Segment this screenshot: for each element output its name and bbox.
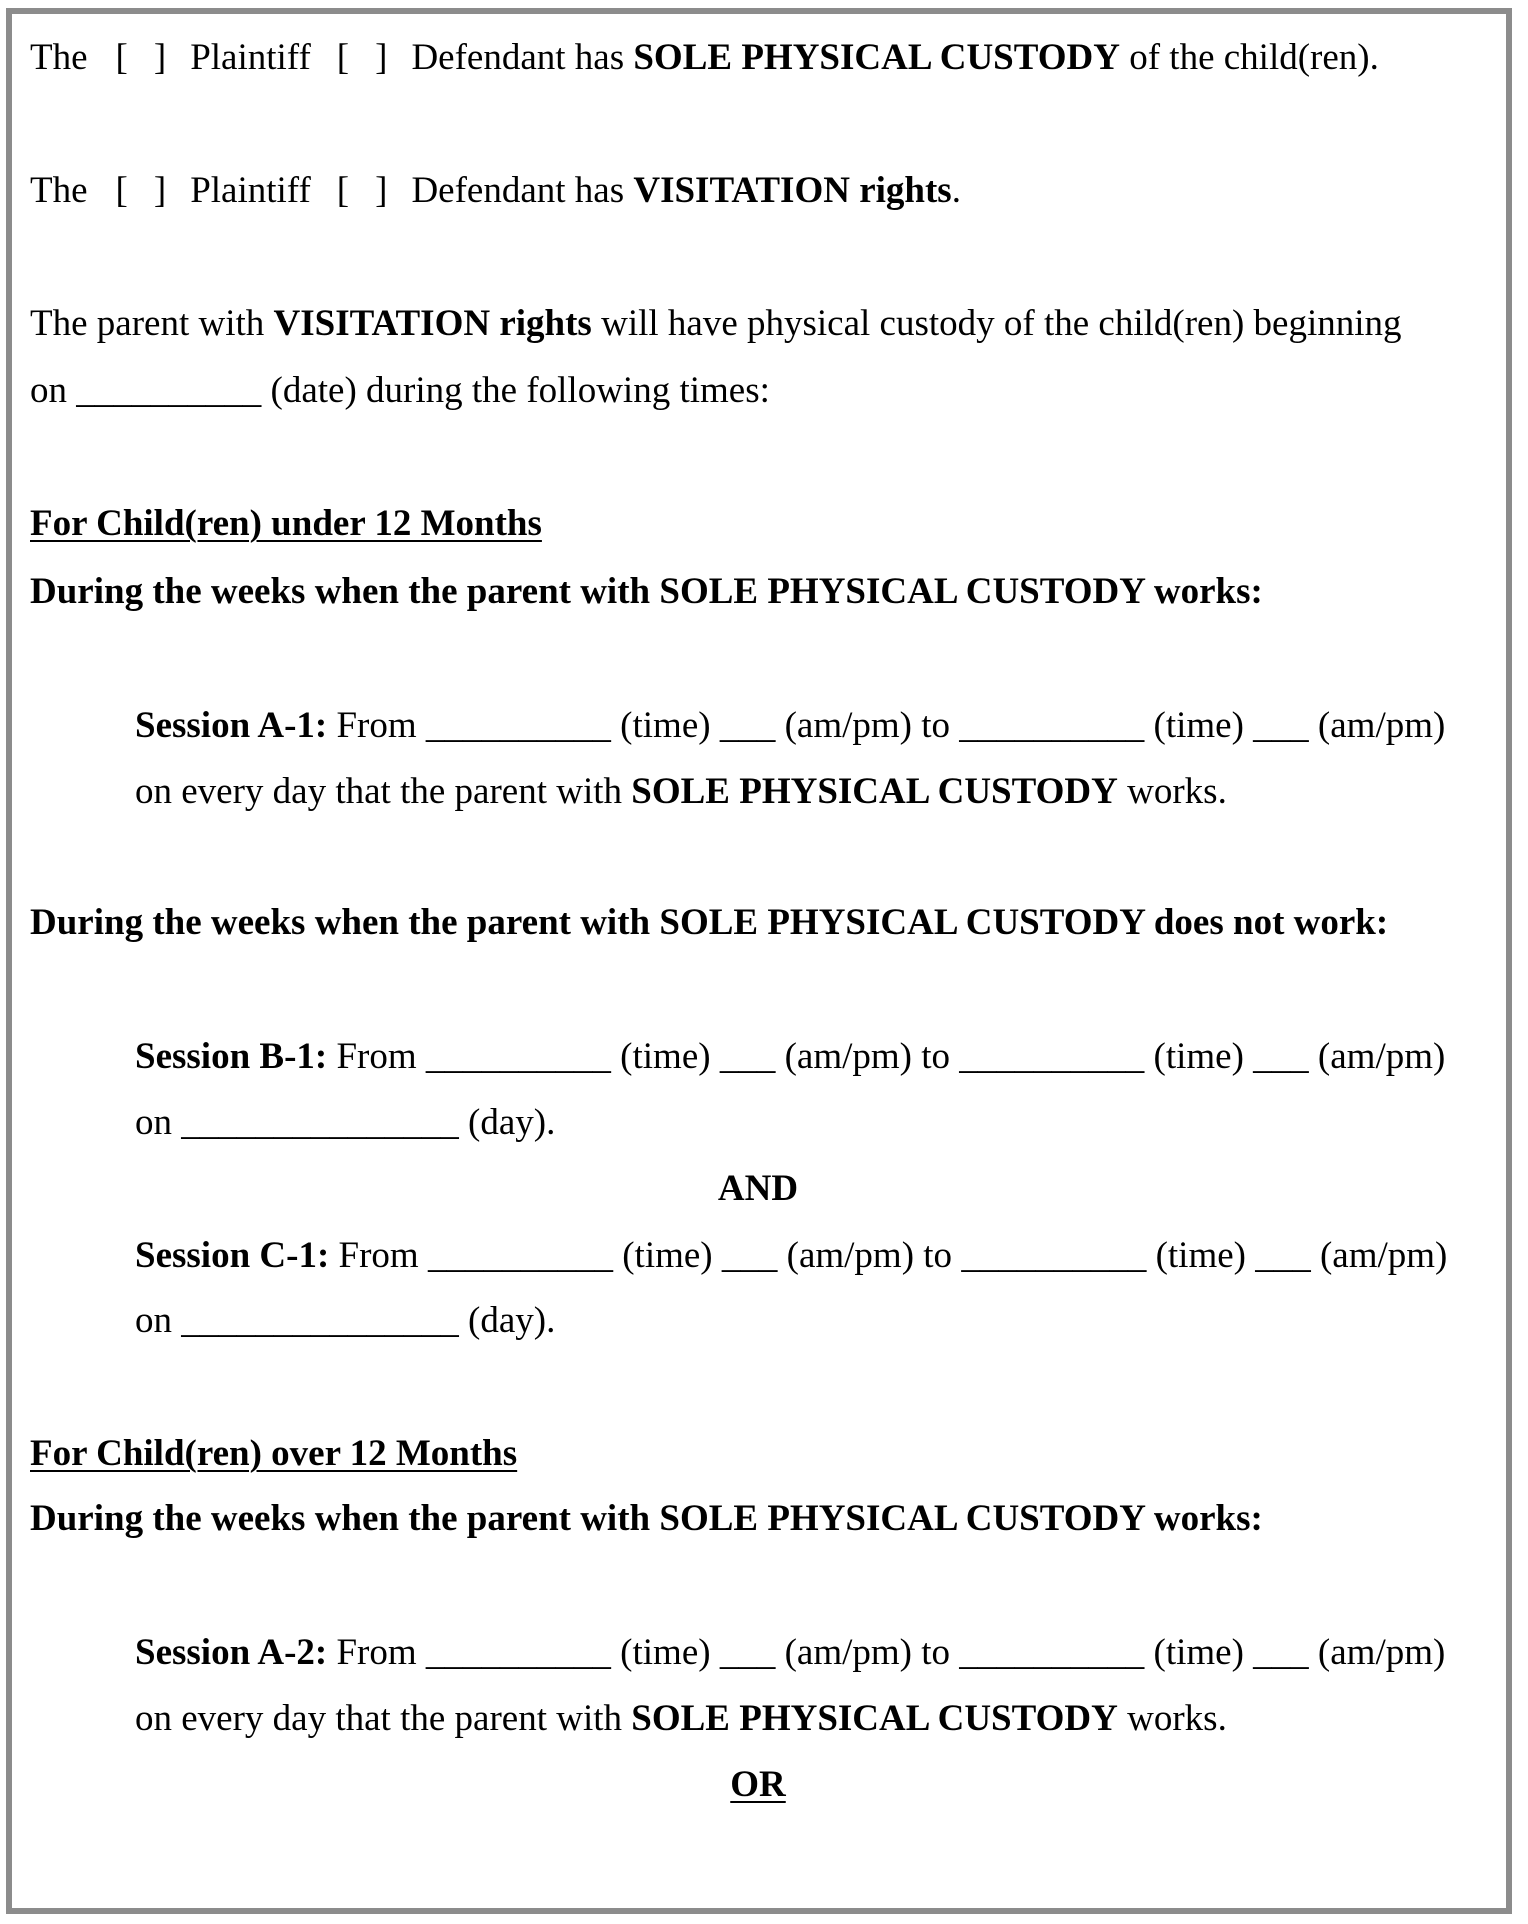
b1-to-ampm-field[interactable]: ___ xyxy=(1253,1036,1309,1077)
session-a2-line-1: Session A-2: From __________ (time) ___ (am/pm) to __________ (time) ___ (am/pm) xyxy=(135,1632,1446,1673)
intro-line-2: on __________ (date) during the following times: xyxy=(30,370,770,411)
visitation-line: The [ ] Plaintiff [ ] Defendant has VISITATION rights. xyxy=(30,170,961,211)
session-c1-line-1: Session C-1: From __________ (time) ___ (am/pm) to __________ (time) ___ (am/pm) xyxy=(135,1235,1448,1276)
session-b1-line-2: on _______________ (day). xyxy=(135,1102,556,1143)
a1-from-time-field[interactable]: __________ xyxy=(425,705,611,746)
c1-to-time-field[interactable]: __________ xyxy=(961,1235,1147,1276)
under-12-works-heading: During the weeks when the parent with SOLE PHYSICAL CUSTODY works: xyxy=(30,571,1263,612)
a2-to-time-field[interactable]: __________ xyxy=(959,1632,1145,1673)
session-a1-line-1: Session A-1: From __________ (time) ___ (am/pm) to __________ (time) ___ (am/pm) xyxy=(135,705,1446,746)
intro-line-1: The parent with VISITATION rights will have physical custody of the child(ren) beginning xyxy=(30,303,1402,344)
visitation-bold: VISITATION rights xyxy=(633,170,952,211)
under-12-heading: For Child(ren) under 12 Months xyxy=(30,503,542,544)
and-label: AND xyxy=(717,1168,799,1209)
session-a1-line-2: on every day that the parent with SOLE PHYSICAL CUSTODY works. xyxy=(135,771,1227,812)
a2-from-ampm-field[interactable]: ___ xyxy=(719,1632,776,1673)
session-b1-line-1: Session B-1: From __________ (time) ___ (am/pm) to __________ (time) ___ (am/pm) xyxy=(135,1036,1446,1077)
session-c1-line-2: on _______________ (day). xyxy=(135,1300,556,1341)
a2-from-time-field[interactable]: __________ xyxy=(425,1632,611,1673)
plaintiff-visitation-checkbox[interactable]: [ ] xyxy=(115,170,167,211)
b1-day-field[interactable]: _______________ xyxy=(181,1102,459,1143)
a1-to-time-field[interactable]: __________ xyxy=(959,705,1145,746)
defendant-visitation-checkbox[interactable]: [ ] xyxy=(336,170,388,211)
a1-from-ampm-field[interactable]: ___ xyxy=(719,705,776,746)
a1-to-ampm-field[interactable]: ___ xyxy=(1253,705,1309,746)
c1-from-ampm-field[interactable]: ___ xyxy=(721,1235,778,1276)
plaintiff-label: Plaintiff xyxy=(190,37,311,78)
b1-from-ampm-field[interactable]: ___ xyxy=(719,1036,776,1077)
session-a2-line-2: on every day that the parent with SOLE PHYSICAL CUSTODY works. xyxy=(135,1698,1227,1739)
form-border xyxy=(6,8,1512,1914)
c1-to-ampm-field[interactable]: ___ xyxy=(1255,1235,1311,1276)
over-12-works-heading: During the weeks when the parent with SOLE PHYSICAL CUSTODY works: xyxy=(30,1498,1263,1539)
over-12-heading: For Child(ren) over 12 Months xyxy=(30,1433,518,1474)
plaintiff-checkbox[interactable]: [ ] xyxy=(115,37,167,78)
or-label: OR xyxy=(730,1764,786,1805)
b1-from-time-field[interactable]: __________ xyxy=(425,1036,611,1077)
under-12-not-work-heading: During the weeks when the parent with SOLE PHYSICAL CUSTODY does not work: xyxy=(30,902,1389,943)
defendant-label: Defendant has xyxy=(411,37,625,78)
c1-from-time-field[interactable]: __________ xyxy=(427,1235,613,1276)
sole-custody-line: The [ ] Plaintiff [ ] Defendant has SOLE PHYSICAL CUSTODY of the child(ren). xyxy=(30,37,1379,78)
text: The xyxy=(30,37,88,78)
sole-custody-bold: SOLE PHYSICAL CUSTODY xyxy=(633,37,1120,78)
c1-day-field[interactable]: _______________ xyxy=(181,1300,459,1341)
date-field[interactable]: __________ xyxy=(76,370,262,411)
a2-to-ampm-field[interactable]: ___ xyxy=(1253,1632,1309,1673)
defendant-checkbox[interactable]: [ ] xyxy=(336,37,388,78)
b1-to-time-field[interactable]: __________ xyxy=(959,1036,1145,1077)
